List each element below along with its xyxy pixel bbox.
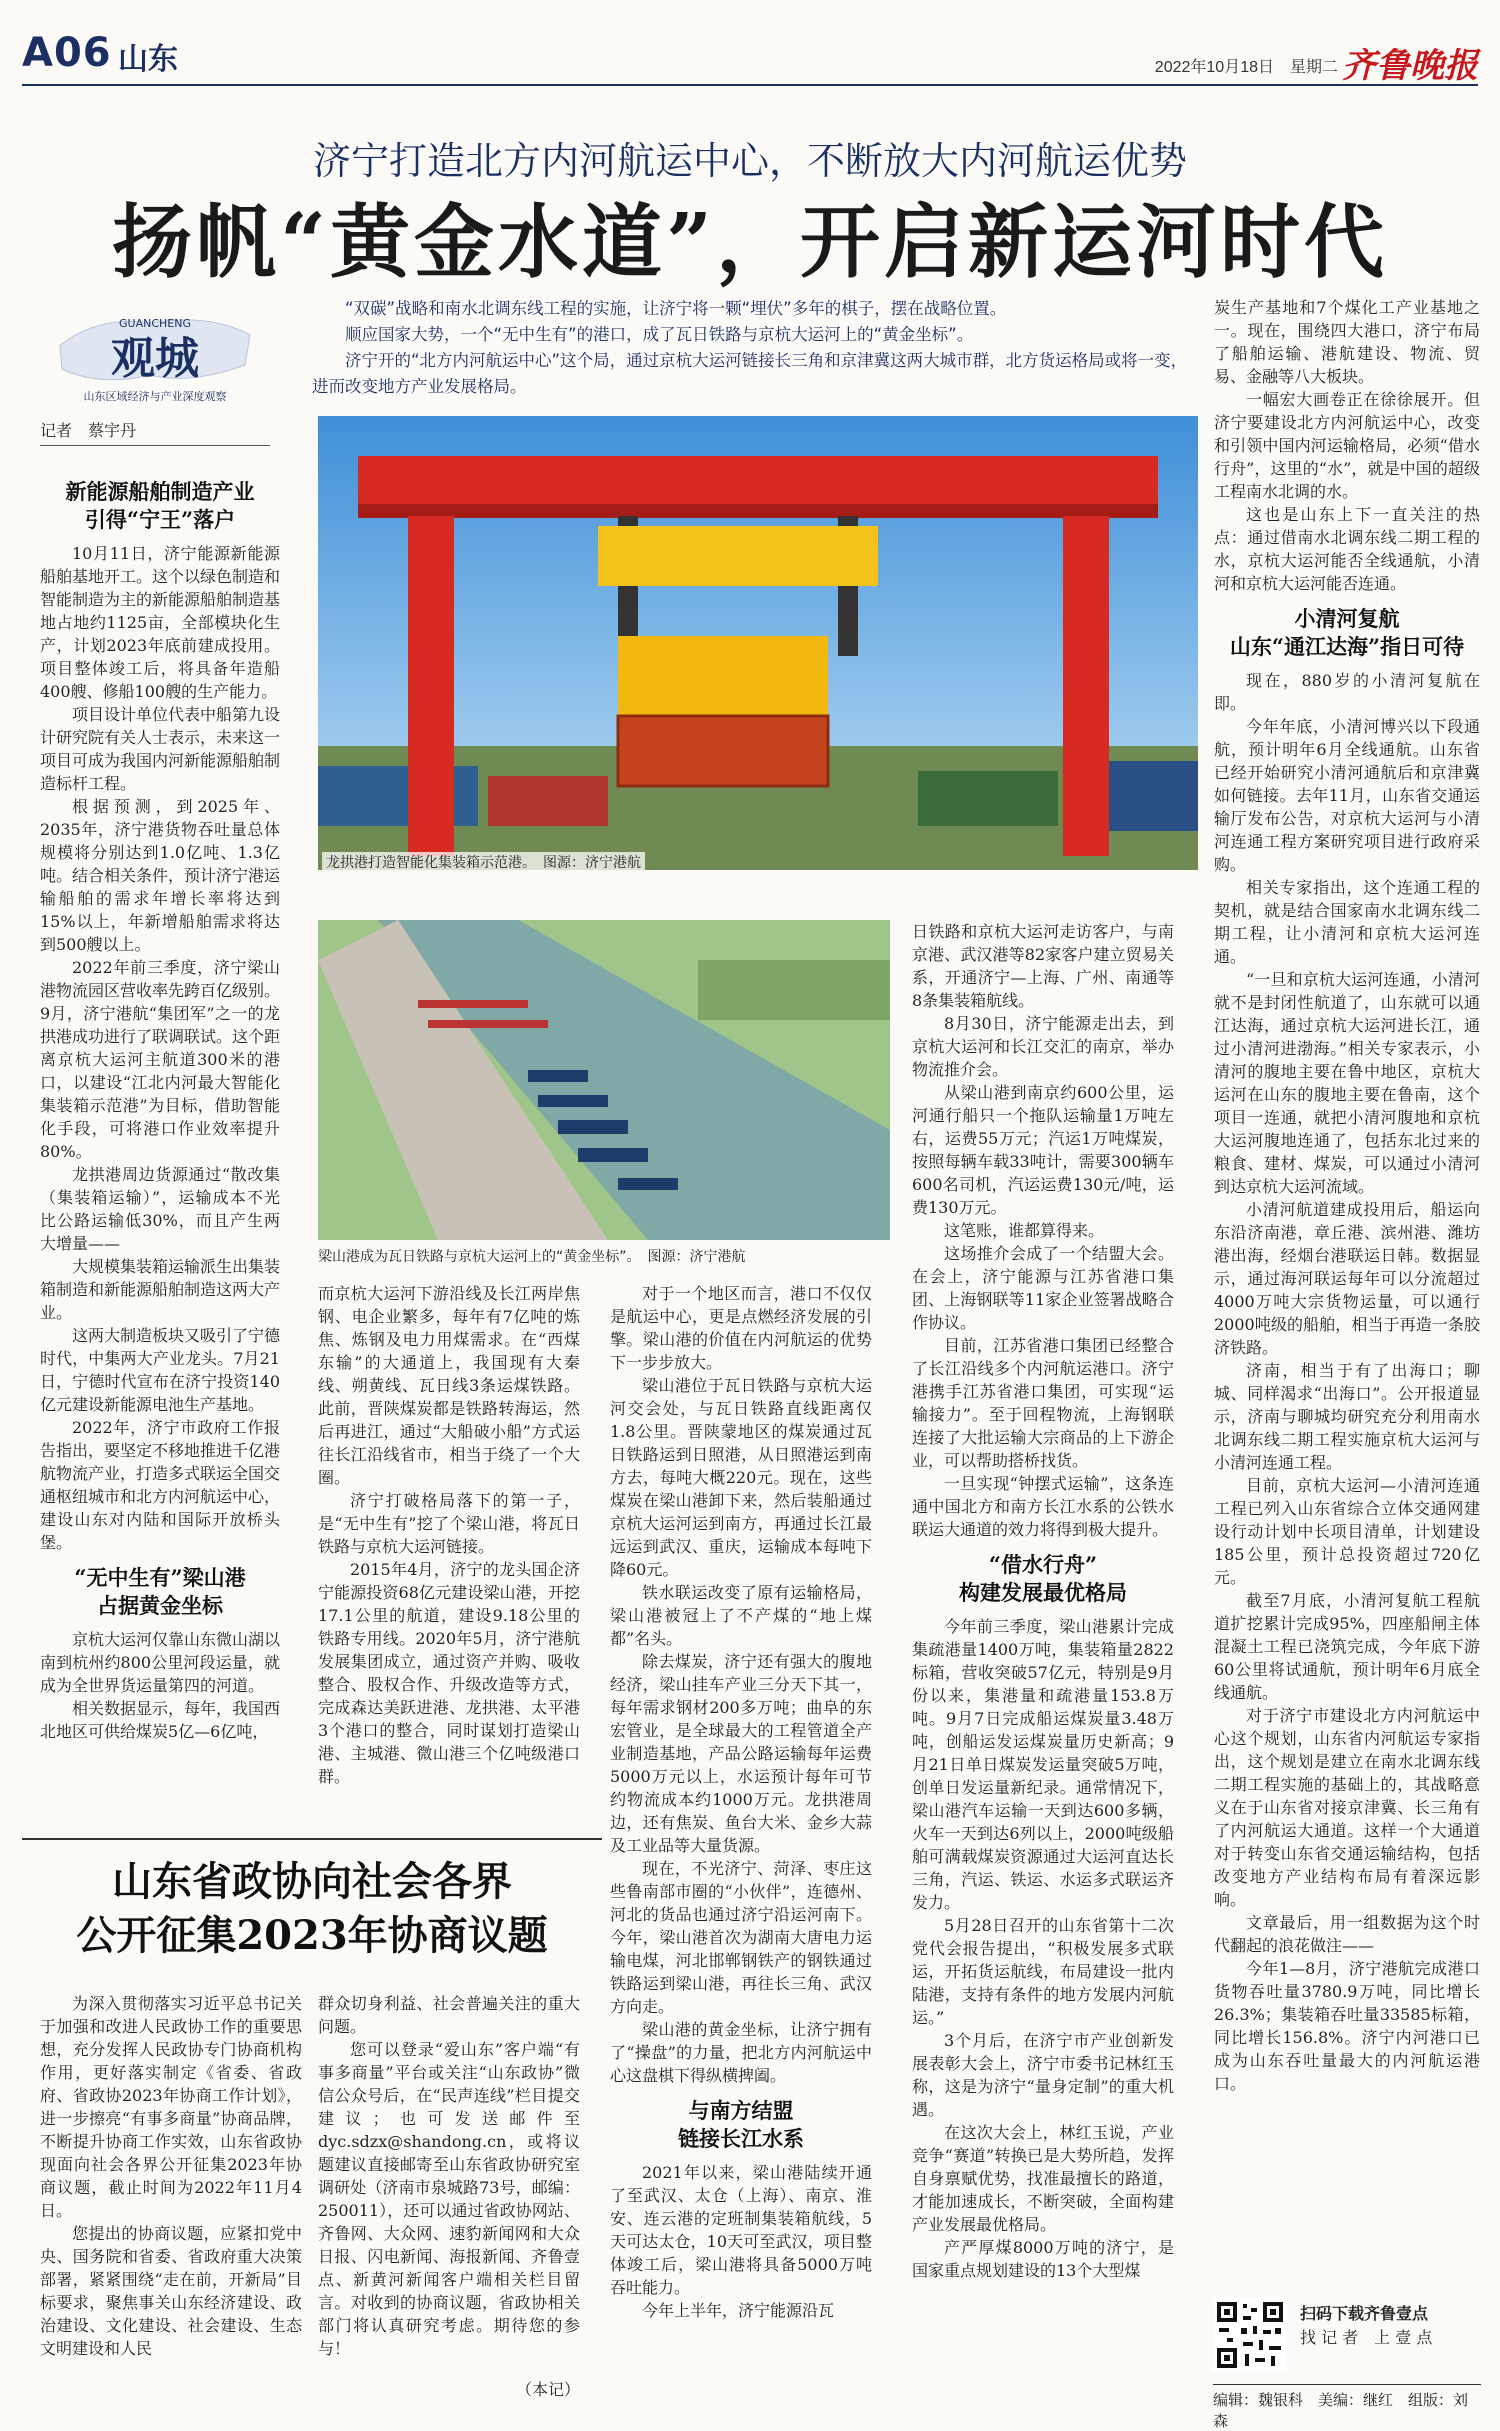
newspaper-masthead-logo: 齐鲁晚报 [1342, 46, 1478, 86]
paragraph: 2021年以来，梁山港陆续开通了至武汉、太仓（上海）、南京、淮安、连云港的定班制集装箱航线，5天可达太仓，10天可至武汉，项目整体竣工后，梁山港将具备5000万吨吞吐能力。 [610, 2163, 872, 2297]
paragraph: 产严厚煤8000万吨的济宁，是国家重点规划建设的13个大型煤 [912, 2238, 1174, 2280]
paragraph: 现在，880岁的小清河复航在即。 [1214, 671, 1480, 713]
article-column-3 [610, 1282, 872, 2402]
logo-title: 观城 [111, 333, 199, 384]
story-lead [312, 296, 1192, 400]
section-name: 山东 [118, 42, 178, 77]
paragraph: 日铁路和京杭大运河走访客户，与南京港、武汉港等82家客户建立贸易关系，开通济宁—上海、广州、南通等8条集装箱航线。 [912, 922, 1174, 1010]
paragraph: 您可以登录“爱山东”客户端“有事多商量”平台或关注“山东政协”微信公众号后，在“民声连线”栏目提交建议；也可发送邮件至dyc.sdzx@shandong.cn，或将议题建议直接邮寄至山东省政协研究室调研处（济南市泉城路73号，邮编：250011），还可以通过省政协网站、齐鲁网、大众网、速豹新闻网和大众日报、闪电新闻、海报新闻、齐鲁壹点、新黄河新闻客户端相关栏目留言。对收到的协商议题，省政协相关部门将认真研究考虑。期待您的参与！ [318, 2040, 580, 2358]
paragraph: 一幅宏大画卷正在徐徐展开。但济宁要建设北方内河航运中心，改变和引领中国内河运输格局，必须“借水行舟”，这里的“水”，就是中国的超级工程南水北调的水。 [1214, 390, 1480, 501]
paragraph: 这场推介会成了一个结盟大会。在会上，济宁能源与江苏省港口集团、上海钢联等11家企业签署战略合作协议。 [912, 1244, 1174, 1332]
paragraph: 今年年底，小清河博兴以下段通航，预计明年6月全线通航。山东省已经开始研究小清河通航后和京津冀如何链接。去年11月，山东省交通运输厅发布公告，对京杭大运河与小清河连通工程方案研究项目进行政府采购。 [1214, 717, 1480, 874]
paragraph: 对于济宁市建设北方内河航运中心这个规划，山东省内河航运专家指出，这个规划是建立在南水北调东线二期工程实施的基础上的，其战略意义在于山东省对接京津冀、长三角有了内河航运大通道。这样一个大通道对于转变山东省交通运输结构，包括改变地方产业结构布局有着深远影响。 [1214, 1706, 1480, 1909]
paragraph: 目前，京杭大运河—小清河连通工程已列入山东省综合立体交通网建设行动计划中长项目清单，计划建设185公里，预计总投资超过720亿元。 [1214, 1476, 1480, 1587]
lead-paragraph: “双碳”战略和南水北调东线工程的实施，让济宁将一颗“埋伏”多年的棋子，摆在战略位置。 [345, 299, 1007, 318]
section-heading: “借水行舟” 构建发展最优格局 [959, 1552, 1127, 1605]
paragraph: 今年1—8月，济宁港航完成港口货物吞吐量3780.9万吨，同比增长26.3%；集装箱吞吐量33585标箱，同比增长156.8%。济宁内河港口已成为山东吞吐量最大的内河航运港口。 [1214, 1959, 1480, 2093]
paragraph: 为深入贯彻落实习近平总书记关于加强和改进人民政协工作的重要思想，充分发挥人民政协专门协商机构作用，更好落实制定《省委、省政府、省政协2023年协商工作计划》，进一步擦亮“有事多商量”协商品牌，不断提升协商工作实效，山东省政协现面向社会各界公开征集2023年协商议题，截止时间为2022年11月4日。 [40, 1994, 302, 2220]
paragraph: 这也是山东上下一直关注的热点：通过借南水北调东线二期工程的水，京杭大运河能否全线通航，小清河和京杭大运河能否连通。 [1214, 505, 1480, 593]
photo-container-crane [318, 416, 1198, 870]
paragraph: “一旦和京杭大运河连通，小清河就不是封闭性航道了，山东就可以通江达海，通过京杭大运河进长江，通过小清河进渤海。”相关专家表示，小清河的腹地主要在鲁中地区，京杭大运河在山东的腹地主要在鲁南，这个项目一连通，就把小清河腹地和京杭大运河腹地连通了，包括东北过来的粮食、建材、煤炭，可以通过小清河到达京杭大运河流域。 [1214, 970, 1480, 1196]
issue-date: 2022年10月18日 星期二 [1154, 59, 1338, 76]
story-title: 扬帆“黄金水道”，开启新运河时代 [111, 195, 1389, 289]
paragraph: 对于一个地区而言，港口不仅仅是航运中心，更是点燃经济发展的引擎。梁山港的价值在内河航运的优势下一步步放大。 [610, 1284, 872, 1372]
paragraph: 梁山港位于瓦日铁路与京杭大运河交会处，与瓦日铁路直线距离仅1.8公里。晋陕蒙地区的煤炭通过瓦日铁路运到日照港，从日照港运到南方去，每吨大概220元。现在，这些煤炭在梁山港卸下来，然后装船通过京杭大运河运到南方，再通过长江最远运到武汉、重庆，运输成本每吨下降60元。 [610, 1376, 872, 1579]
story2-column-2 [318, 1992, 580, 2372]
paragraph: 今年前三季度，梁山港累计完成集疏港量1400万吨，集装箱量2822标箱，营收突破57亿元，特别是9月份以来，集港量和疏港量153.8万吨。9月7日完成船运煤炭量3.48万吨，创船运发运煤炭量历史新高；9月21日单日煤炭发运量突破5万吨，创单日发运量新纪录。通常情况下，梁山港汽车运输一天到达600多辆，火车一天到达6列以上，2000吨级船舶可满载煤炭资源通过大运河直达长三角，汽运、铁运、水运多式联运齐发力。 [912, 1617, 1174, 1912]
article-column-5 [1214, 296, 1480, 2286]
qr-code[interactable] [1213, 2298, 1287, 2372]
logo-slogan: 山东区域经济与产业深度观察 [83, 390, 227, 403]
section-heading: “无中生有”梁山港 占据黄金坐标 [74, 1565, 246, 1618]
port-aerial-photo [318, 920, 890, 1240]
paragraph: 2022年，济宁市政府工作报告指出，要坚定不移地推进千亿港航物流产业，打造多式联运全国交通枢纽城市和北方内河航运中心，建设山东对内陆和国际开放桥头堡。 [40, 1418, 280, 1552]
paragraph: 铁水联运改变了原有运输格局，梁山港被冠上了不产煤的“地上煤都”名头。 [610, 1583, 872, 1648]
paragraph: 2022年前三季度，济宁梁山港物流园区营收率先跨百亿级别。9月，济宁港航“集团军”之一的龙拱港成功进行了联调联试。这个距离京杭大运河主航道300米的港口，以建设“江北内河最大智能化集装箱示范港”为目标，借助智能化手段，可将港口作业效率提升80%。 [40, 958, 280, 1161]
photo-caption: 梁山港成为瓦日铁路与京杭大运河上的“黄金坐标”。 图源：济宁港航 [318, 1249, 746, 1265]
paragraph: 文章最后，用一组数据为这个时代翻起的浪花做注—— [1214, 1913, 1480, 1955]
editor-credits: 编辑：魏银科 美编：继红 组版：刘森 [1213, 2384, 1481, 2431]
paragraph: 而京杭大运河下游沿线及长江两岸焦钢、电企业繁多，每年有7亿吨的炼焦、炼钢及电力用煤需求。在“西煤东输”的大通道上，我国现有大秦线、朔黄线、瓦日线3条运煤铁路。此前，晋陕煤炭都是铁路转海运，然后再进江，通过“大船破小船”方式运往长江沿线省市，相当于绕了一个大圈。 [318, 1284, 580, 1487]
paragraph: 截至7月底，小清河复航工程航道扩挖累计完成95%，四座船闸主体混凝土工程已浇筑完成，今年底下游60公里将试通航，预计明年6月底全线通航。 [1214, 1591, 1480, 1702]
guancheng-column-logo [40, 305, 270, 415]
paragraph: 相关数据显示，每年，我国西北地区可供给煤炭5亿—6亿吨， [40, 1699, 280, 1741]
paragraph: 除去煤炭，济宁还有强大的腹地经济，梁山挂车产业三分天下其一，每年需求钢材200多万吨；曲阜的东宏管业，是全球最大的工程管道全产业制造基地，产品公路运输每年运费5000万元以上，水运预计每年可节约物流成本约1000万元。龙拱港周边，还有焦炭、鱼台大米、金乡大蒜及工业品等大量货源。 [610, 1652, 872, 1855]
paragraph: 小清河航道建成投用后，船运向东沿济南港，章丘港、滨州港、潍坊港出海，经烟台港联运日韩。数据显示，通过海河联运每年可以分流超过4000万吨大宗货物运量，可以通行2000吨级的船舶，相当于再造一条胶济铁路。 [1214, 1200, 1480, 1357]
paragraph: 梁山港的黄金坐标，让济宁拥有了“操盘”的力量，把北方内河航运中心这盘棋下得纵横捭阖。 [610, 2020, 872, 2085]
paragraph: 这笔账，谁都算得来。 [944, 1221, 1105, 1240]
paragraph: 相关专家指出，这个连通工程的契机，就是结合国家南水北调东线二期工程，让小清河和京杭大运河连通。 [1214, 878, 1480, 966]
qr-caption: 扫码下载齐鲁壹点 找 记 者 上 壹 点 [1300, 2304, 1433, 2347]
story-subtitle: 济宁打造北方内河航运中心，不断放大内河航运优势 [312, 139, 1187, 183]
paragraph: 一旦实现“钟摆式运输”，这条连通中国北方和南方长江水系的公铁水联运大通道的效力将得到极大提升。 [912, 1474, 1174, 1539]
paragraph: 炭生产基地和7个煤化工产业基地之一。现在，围绕四大港口，济宁布局了船舶运输、港航建设、物流、贸易、金融等八大板块。 [1214, 298, 1480, 386]
paragraph: 群众切身利益、社会普遍关注的重大问题。 [318, 1994, 580, 2036]
reporter-byline: 记者 蔡宇丹 [40, 418, 270, 446]
story2-end-mark: （本记） [515, 2380, 580, 2399]
page-header [22, 24, 1478, 86]
paragraph: 3个月后，在济宁市产业创新发展表彰大会上，济宁市委书记林红玉称，这是为济宁“量身定制”的重大机遇。 [912, 2031, 1174, 2119]
story2-column-1 [40, 1992, 302, 2394]
paragraph: 根据预测，到2025年、2035年，济宁港货物吞吐量总体规模将分别达到1.0亿吨、1.3亿吨。结合相关条件，预计济宁港运输船舶的需求年增长率将达到15%以上，年新增船舶需求将达到500艘以上。 [40, 797, 280, 954]
paragraph: 5月28日召开的山东省第十二次党代会报告提出，“积极发展多式联运，开拓货运航线，布局建设一批内陆港，支持有条件的地方发展内河航运。” [912, 1916, 1174, 2027]
paragraph: 济南，相当于有了出海口；聊城、同样渴求“出海口”。公开报道显示，济南与聊城均研究充分利用南水北调东线二期工程实施京杭大运河与小清河连通工程。 [1214, 1361, 1480, 1472]
photo-container-port [318, 920, 890, 1240]
paragraph: 2015年4月，济宁的龙头国企济宁能源投资68亿元建设梁山港，开挖17.1公里的航道，建设9.18公里的铁路专用线。2020年5月，济宁港航发展集团成立，通过资产并购、吸收整合、股权合作、升级改造等方式，完成森达美跃进港、龙拱港、太平港3个港口的整合，同时谋划打造梁山港、主城港、微山港三个亿吨级港口群。 [318, 1560, 580, 1786]
paragraph: 目前，江苏省港口集团已经整合了长江沿线多个内河航运港口。济宁港携手江苏省港口集团，可实现“运输接力”。至于回程物流，上海钢联连接了大批运输大宗商品的上下游企业，可以帮助搭桥找货。 [912, 1336, 1174, 1470]
crane-photo [318, 416, 1198, 870]
divider [22, 1838, 602, 1840]
paragraph: 项目设计单位代表中船第九设计研究院有关人士表示，未来这一项目可成为我国内河新能源船舶制造标杆工程。 [40, 705, 280, 793]
paragraph: 在这次大会上，林红玉说，产业竞争“赛道”转换已是大势所趋，发挥自身禀赋优势，找准最擅长的路道，才能加速成长，不断突破，全面构建产业发展最优格局。 [912, 2123, 1174, 2234]
article-column-1 [40, 468, 280, 1824]
photo-caption: 龙拱港打造智能化集装箱示范港。 图源：济宁港航 [322, 852, 645, 870]
paragraph: 您提出的协商议题，应紧扣党中央、国务院和省委、省政府重大决策部署，紧紧围绕“走在前，开新局”目标要求，聚焦事关山东经济建设、政治建设、文化建设、社会建设、生态文明建设和人民 [40, 2224, 302, 2358]
section-heading: 与南方结盟 链接长江水系 [678, 2098, 804, 2151]
paragraph: 10月11日，济宁能源新能源船舶基地开工。这个以绿色制造和智能制造为主的新能源船舶制造基地占地约1125亩，全部模块化生产，计划2023年底前建成投用。项目整体竣工后，将具备年造船400艘、修船100艘的生产能力。 [40, 544, 280, 701]
paragraph: 现在，不光济宁、菏泽、枣庄这些鲁南部市圈的“小伙伴”，连德州、河北的货品也通过济宁沿运河南下。今年，梁山港首次为湖南大唐电力运输电煤，河北邯郸钢铁产的钢铁通过铁路运到梁山港，再往长三角、武汉方向走。 [610, 1859, 872, 2016]
logo-pinyin: GUANCHENG [119, 317, 191, 330]
paragraph: 今年上半年，济宁能源沿瓦 [642, 2301, 835, 2320]
paragraph: 这两大制造板块又吸引了宁德时代，中集两大产业龙头。7月21日，宁德时代宣布在济宁投资140亿元建设新能源电池生产基地。 [40, 1326, 280, 1414]
article-column-2 [318, 1282, 580, 1822]
lead-paragraph: 顺应国家大势，一个“无中生有”的港口，成了瓦日铁路与京杭大运河上的“黄金坐标”。 [345, 325, 974, 344]
paragraph: 从梁山港到南京约600公里，运河通行船只一个拖队运输量1万吨左右，运费55万元；汽运1万吨煤炭，按照每辆车载33吨计，需要300辆车600名司机，汽运运费130元/吨，运费130万元。 [912, 1083, 1174, 1217]
lead-paragraph: 济宁开的“北方内河航运中心”这个局，通过京杭大运河链接长三角和京津冀这两大城市群，北方货运格局或将一变，进而改变地方产业发展格局。 [312, 351, 1188, 396]
story2-title: 山东省政协向社会各界 公开征集2023年协商议题 [76, 1858, 548, 1959]
paragraph: 大规模集装箱运输派生出集装箱制造和新能源船舶制造这两大产业。 [40, 1257, 280, 1322]
paragraph: 8月30日，济宁能源走出去，到京杭大运河和长江交汇的南京，举办物流推介会。 [912, 1014, 1174, 1079]
page-number: A06 [22, 30, 112, 76]
section-heading: 小清河复航 山东“通江达海”指日可待 [1229, 606, 1465, 659]
article-column-4 [912, 920, 1174, 2402]
section-heading: 新能源船舶制造产业 引得“宁王”落户 [65, 479, 255, 532]
paragraph: 济宁打破格局落下的第一子，是“无中生有”挖了个梁山港，将瓦日铁路与京杭大运河链接。 [318, 1491, 580, 1556]
paragraph: 京杭大运河仅靠山东微山湖以南到杭州约800公里河段运量，就成为全世界货运量第四的河道。 [40, 1630, 280, 1695]
paragraph: 龙拱港周边货源通过“散改集（集装箱运输）”，运输成本不光比公路运输低30%，而且产生两大增量—— [40, 1165, 280, 1253]
